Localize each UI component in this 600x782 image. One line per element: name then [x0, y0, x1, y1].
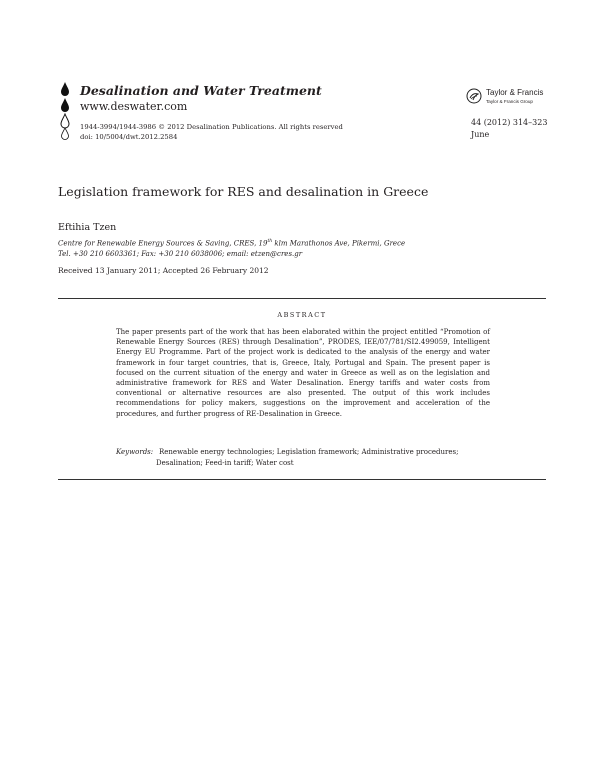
author-affiliation	[58, 239, 405, 247]
abstract-heading: ABSTRACT	[277, 311, 327, 319]
received-accepted-dates: Received 13 January 2011; Accepted 26 February 2012	[58, 266, 269, 275]
issn-copyright-line: 1944-3994/1944-3986 © 2012 Desalination Publications. All rights reserved	[80, 123, 343, 131]
author-contact: Tel. +30 210 6603361; Fax: +30 210 6038006; email: etzen@cres.gr	[58, 250, 303, 258]
journal-title: Desalination and Water Treatment	[80, 83, 322, 98]
divider-top	[58, 298, 546, 299]
keywords-label: Keywords:	[116, 448, 154, 456]
affiliation-superscript: th	[267, 239, 273, 244]
taylor-francis-logo-icon	[466, 88, 482, 104]
article-title: Legislation framework for RES and desalination in Greece	[58, 184, 429, 199]
publisher-group: Taylor & Francis Group	[486, 99, 533, 104]
journal-url[interactable]: www.deswater.com	[80, 100, 188, 113]
affiliation-text: Centre for Renewable Energy Sources & Saving, CRES, 19	[58, 239, 268, 248]
divider-bottom	[58, 479, 546, 480]
issue-month: June	[471, 130, 490, 139]
author-name: Eftihia Tzen	[58, 222, 117, 233]
abstract-body: The paper presents part of the work that has been elaborated within the project entitled “Promotion of Renewable Energy Sources (RES) through Desalination”, PRODES, IEE/07/781/SI2.499059, Intelligent Energy EU Programme. Part of the project work is dedicated to the analysis of the energy and water framework in four target countries, that is, Greece, Italy, Portugal and Spain. The present paper is focused on the current situation of the energy and water in Greece as well as on the legislation and administrative framework for RES and Water Desalination. Energy tariffs and water costs from conventional or alternative resources are also presented. The output of this work includes recommendations for policy makers, suggestions on the improvement and acceleration of the procedures, and further progress of RE-Desalination in Greece.	[116, 328, 490, 418]
volume-pages: 44 (2012) 314–323	[471, 118, 548, 127]
keywords-list: Renewable energy technologies; Legislation framework; Administrative procedures;	[159, 448, 459, 456]
journal-drops-logo	[58, 80, 72, 140]
keywords-list-continued: Desalination; Feed-in tariff; Water cost	[156, 459, 294, 467]
affiliation-text-end: klm Marathonos Ave, Pikermi, Grece	[272, 239, 406, 248]
publisher-name: Taylor & Francis	[486, 88, 544, 97]
doi-line: doi: 10/5004/dwt.2012.2584	[80, 133, 178, 141]
